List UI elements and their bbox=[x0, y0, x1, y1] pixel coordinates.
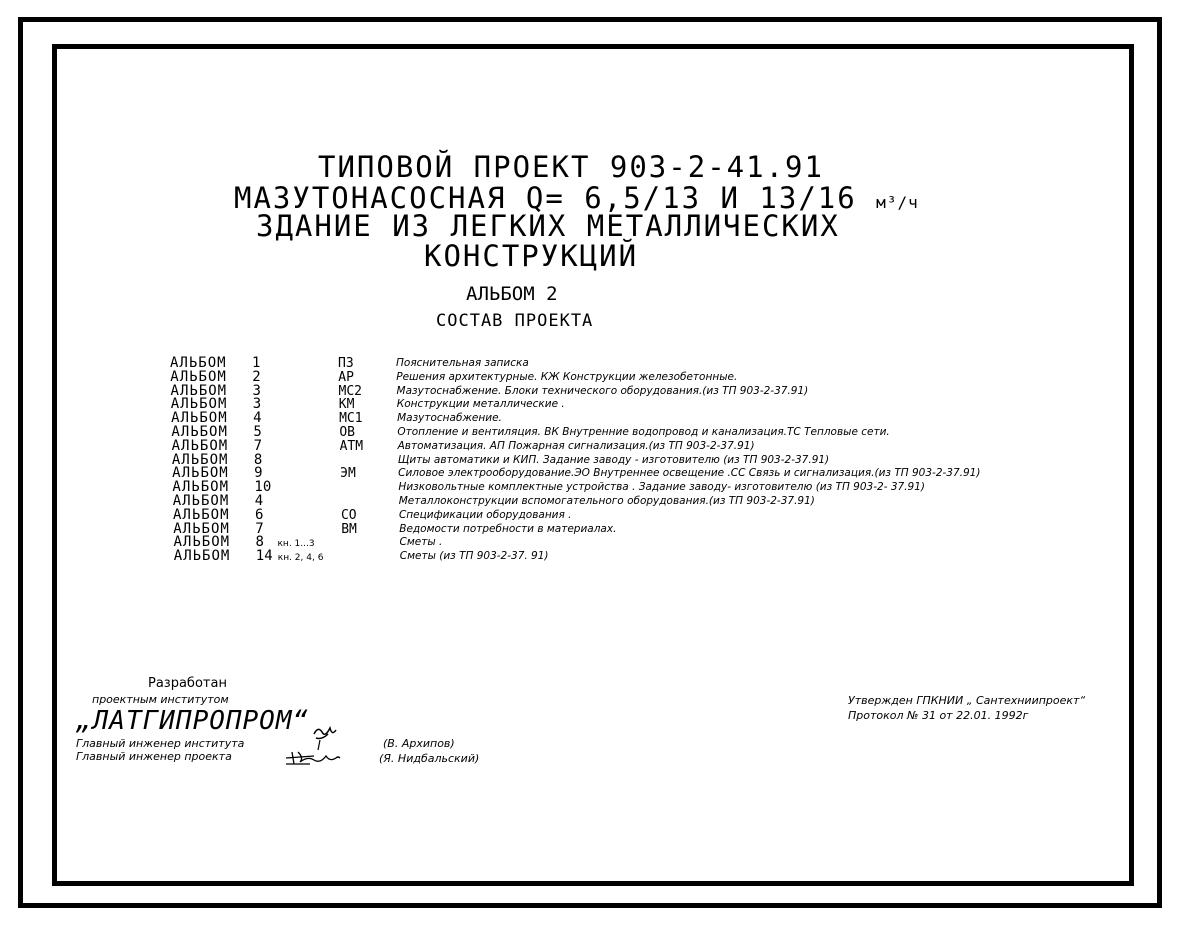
album-label: АЛЬБОМ bbox=[172, 479, 229, 496]
section-description: Сметы . bbox=[399, 536, 443, 549]
album-number: 6 bbox=[254, 506, 264, 523]
section-code: ПЗ bbox=[338, 356, 354, 371]
album-number: 7 bbox=[255, 520, 264, 537]
album-heading: АЛЬБОМ 2 bbox=[466, 283, 558, 305]
section-description: Пояснительная записка bbox=[396, 357, 529, 369]
chief-engineer-project-label: Главный инженер проекта bbox=[76, 750, 232, 763]
album-number: 3 bbox=[252, 382, 261, 399]
album-number: 9 bbox=[254, 465, 263, 482]
album-number: 14 bbox=[255, 548, 273, 565]
album-label: АЛЬБОМ bbox=[171, 424, 228, 440]
project-title-line-3: ЗДАНИЕ ИЗ ЛЕГКИХ МЕТАЛЛИЧЕСКИХ bbox=[256, 209, 840, 243]
section-description: Мазутоснабжение. Блоки технического оборудования.(из ТП 903-2-37.91) bbox=[396, 384, 809, 397]
section-code: ОВ bbox=[339, 425, 355, 440]
section-code: МС1 bbox=[339, 411, 363, 427]
album-label: АЛЬБОМ bbox=[172, 506, 230, 523]
album-label: АЛЬБОМ bbox=[171, 437, 229, 454]
album-label: АЛЬБОМ bbox=[173, 534, 231, 551]
album-number: 4 bbox=[253, 410, 262, 427]
section-code: ЭМ bbox=[340, 466, 356, 482]
section-code: КМ bbox=[338, 397, 355, 413]
album-number: 1 bbox=[252, 355, 261, 371]
composition-heading: СОСТАВ ПРОЕКТА bbox=[436, 311, 594, 331]
section-description: Мазутоснабжение. bbox=[397, 412, 502, 425]
section-code: АТМ bbox=[339, 438, 364, 454]
section-description: Ведомости потребности в материалах. bbox=[399, 522, 617, 535]
album-books: кн. 2, 4, 6 bbox=[277, 553, 324, 564]
section-description: Сметы (из ТП 903-2-37. 91) bbox=[399, 550, 549, 563]
approval-protocol: Протокол № 31 от 22.01. 1992г bbox=[848, 709, 1029, 722]
section-description: Металлоконструкции вспомогательного оборудования.(из ТП 903-2-37.91) bbox=[398, 495, 815, 507]
section-code: ВМ bbox=[341, 521, 357, 537]
album-number: 3 bbox=[252, 396, 262, 413]
project-title-line-1: ТИПОВОЙ ПРОЕКТ 903-2-41.91 bbox=[318, 150, 824, 184]
album-label: АЛЬБОМ bbox=[170, 368, 227, 385]
project-title-line-4: КОНСТРУКЦИЙ bbox=[424, 239, 639, 273]
section-code: АР bbox=[338, 369, 354, 385]
approval-authority: Утвержден ГПКНИИ „ Сантехниипроект“ bbox=[848, 694, 1086, 707]
album-number: 2 bbox=[252, 368, 261, 385]
album-number: 8 bbox=[253, 451, 263, 468]
section-description: Спецификации оборудования . bbox=[398, 508, 572, 521]
developed-by-institute-label: проектным институтом bbox=[92, 693, 229, 706]
album-number: 8 bbox=[255, 534, 264, 551]
signatory-2: (Я. Нидбальский) bbox=[379, 752, 480, 765]
chief-engineer-institute-label: Главный инженер института bbox=[76, 737, 245, 750]
capacity-unit: м³/ч bbox=[876, 193, 919, 212]
section-description: Решения архитектурные. КЖ Конструкции железобетонные. bbox=[396, 370, 738, 383]
institute-name: „ЛАТГИПРОПРОМ“ bbox=[76, 706, 310, 736]
handwritten-signatures bbox=[282, 720, 382, 770]
section-description: Низковольтные комплектные устройства . Задание заводу- изготовителю (из ТП 903-2- 37.91) bbox=[398, 481, 925, 494]
album-number: 10 bbox=[254, 479, 272, 496]
album-number: 7 bbox=[253, 437, 263, 454]
album-label: АЛЬБОМ bbox=[170, 355, 227, 371]
section-description: Конструкции металлические . bbox=[396, 398, 565, 411]
signatory-1: (В. Архипов) bbox=[383, 737, 455, 750]
project-title-line-2-text: МАЗУТОНАСОСНАЯ Q= 6,5/13 И 13/16 bbox=[234, 181, 857, 215]
album-books: кн. 1...3 bbox=[277, 539, 315, 550]
album-label: АЛЬБОМ bbox=[171, 410, 228, 427]
album-number: 4 bbox=[254, 493, 264, 509]
developed-by-label: Разработан bbox=[148, 676, 227, 691]
album-number: 5 bbox=[253, 424, 262, 440]
section-description: Силовое электрооборудование.ЭО Внутреннее освещение .СС Связь и сигнализация.(из ТП 903-2-37.91) bbox=[398, 467, 981, 480]
section-description: Щиты автоматики и КИП. Задание заводу - изготовителю (из ТП 903-2-37.91) bbox=[397, 453, 830, 466]
album-label: АЛЬБОМ bbox=[173, 548, 231, 565]
section-description: Отопление и вентиляция. ВК Внутренние водопровод и канализация.ТС Тепловые сети. bbox=[397, 426, 890, 438]
album-label: АЛЬБОМ bbox=[171, 451, 229, 468]
album-label: АЛЬБОМ bbox=[170, 396, 228, 413]
section-code: МС2 bbox=[338, 383, 363, 399]
album-label: АЛЬБОМ bbox=[172, 493, 230, 509]
album-label: АЛЬБОМ bbox=[170, 382, 228, 399]
section-description: Автоматизация. АП Пожарная сигнализация.(из ТП 903-2-37.91) bbox=[397, 439, 755, 452]
album-label: АЛЬБОМ bbox=[173, 520, 230, 537]
album-label: АЛЬБОМ bbox=[172, 465, 229, 482]
section-code: СО bbox=[340, 507, 357, 523]
